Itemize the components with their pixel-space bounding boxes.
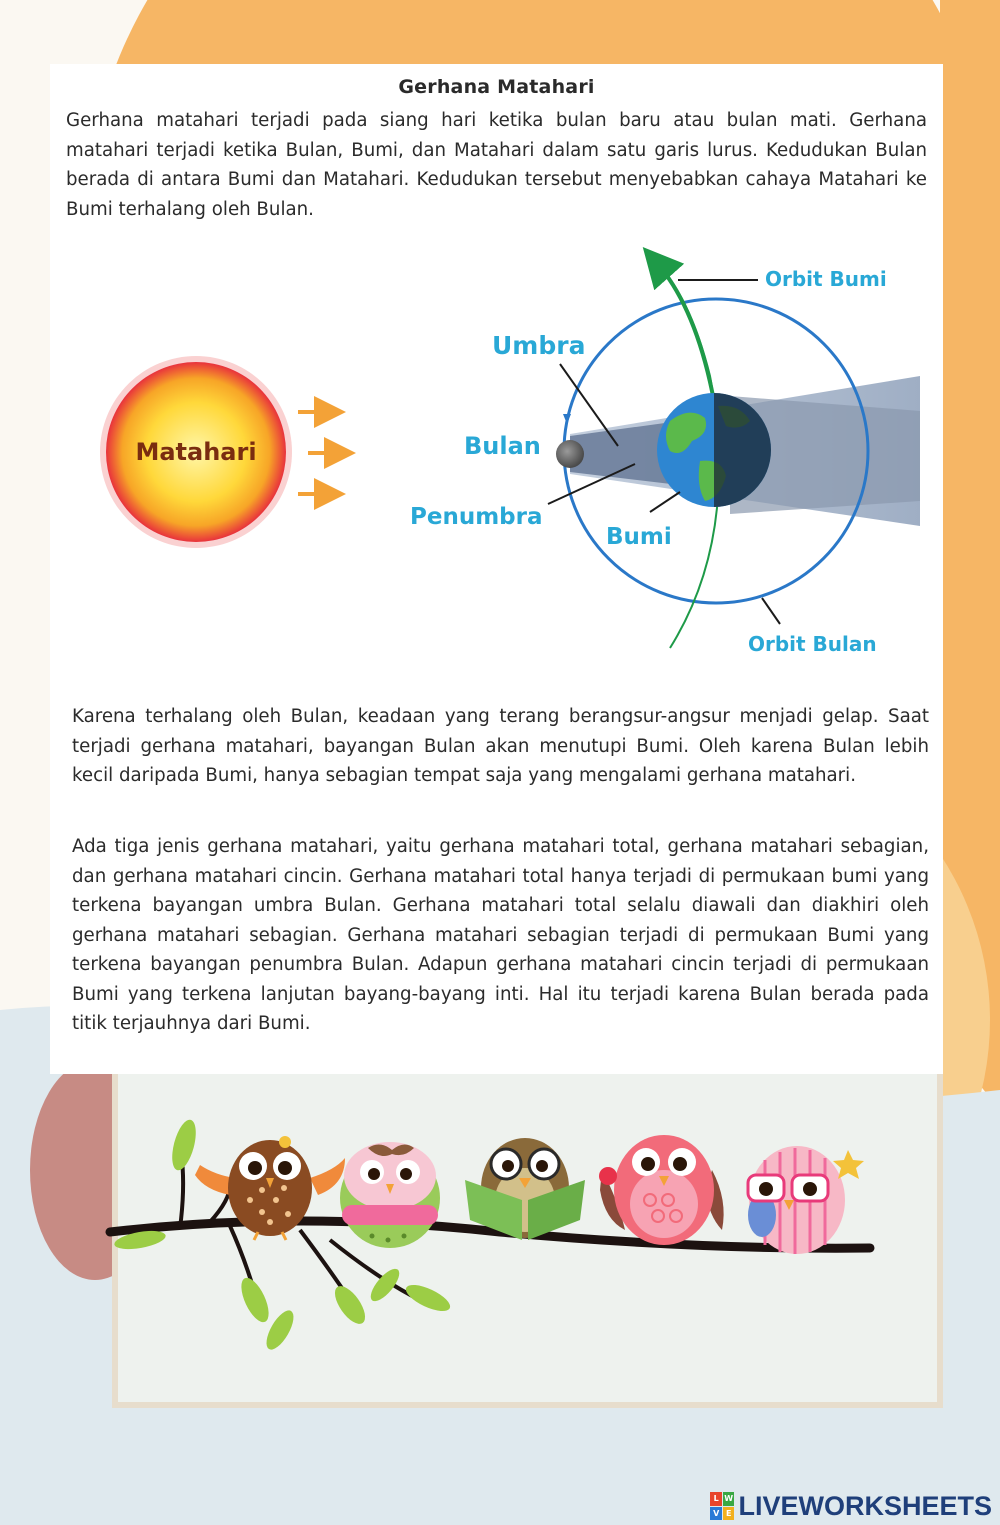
umbra-label: Umbra xyxy=(492,331,586,360)
orbit-moon-pointer xyxy=(762,598,780,624)
owl-pink xyxy=(599,1135,724,1245)
logo-mark-v: V xyxy=(710,1507,722,1521)
solar-eclipse-diagram xyxy=(50,236,943,676)
third-paragraph: Ada tiga jenis gerhana matahari, yaitu gerhana matahari total, gerhana matahari sebagian, dan gerhana matahari cincin. Gerhana matahari total hanya terjadi di permukaan bumi yang terkena bayangan umbra Bulan. Gerhana matahari total selalu diawali dan diakhiri oleh gerhana matahari sebagian. Gerhana matahari sebagian terjadi di permukaan Bumi yang terkena bayangan penumbra Bulan. Adapun gerhana matahari cincin terjadi di permukaan Bumi yang terkena lanjutan bayang-bayang inti. Hal itu terjadi karena Bulan berada pada titik terjauhnya dari Bumi. xyxy=(72,836,929,1034)
sun xyxy=(100,356,292,548)
logo-mark-l: L xyxy=(710,1492,722,1506)
earth xyxy=(657,393,771,507)
logo-mark-w: W xyxy=(723,1492,735,1506)
intro-paragraph: Gerhana matahari terjadi pada siang hari ketika bulan baru atau bulan mati. Gerhana matahari terjadi ketika Bulan, Bumi, dan Matahari dalam satu garis lurus. Kedudukan Bulan berada di antara Bumi dan Matahari. Kedudukan tersebut menyebabkan cahaya Matahari ke Bumi terhalang oleh Bulan. xyxy=(66,110,927,220)
page-title: Gerhana Matahari xyxy=(398,76,595,98)
earth-pointer xyxy=(650,492,680,512)
logo-mark-e: E xyxy=(723,1507,735,1521)
moon xyxy=(556,440,584,468)
sunlight-arrows xyxy=(298,412,348,494)
sun-label: Matahari xyxy=(135,438,257,466)
owl-striped-glasses xyxy=(748,1146,864,1254)
orbit-earth-label: Orbit Bumi xyxy=(765,267,887,291)
liveworksheets-logo xyxy=(710,1489,992,1523)
second-paragraph: Karena terhalang oleh Bulan, keadaan yang terang berangsur-angsur menjadi gelap. Saat terjadi gerhana matahari, bayangan Bulan akan menutupi Bumi. Oleh karena Bulan lebih kecil daripada Bumi, hanya sebagian tempat saja yang mengalami gerhana matahari. xyxy=(72,706,929,786)
moon-label: Bulan xyxy=(464,432,541,460)
earth-label: Bumi xyxy=(606,524,672,550)
owl-reading xyxy=(465,1138,585,1240)
earth-orbit-arrow xyxy=(656,262,713,396)
content-card xyxy=(50,64,943,1074)
orbit-moon-label: Orbit Bulan xyxy=(748,632,877,656)
logo-text: LIVEWORKSHEETS xyxy=(738,1490,992,1521)
penumbra-label: Penumbra xyxy=(410,504,543,530)
owls-on-branch-illustration xyxy=(0,1074,1000,1454)
logo-mark-icon xyxy=(710,1492,734,1520)
owl-pink-green xyxy=(340,1142,440,1248)
moon-orbit-arrowhead xyxy=(563,414,571,424)
